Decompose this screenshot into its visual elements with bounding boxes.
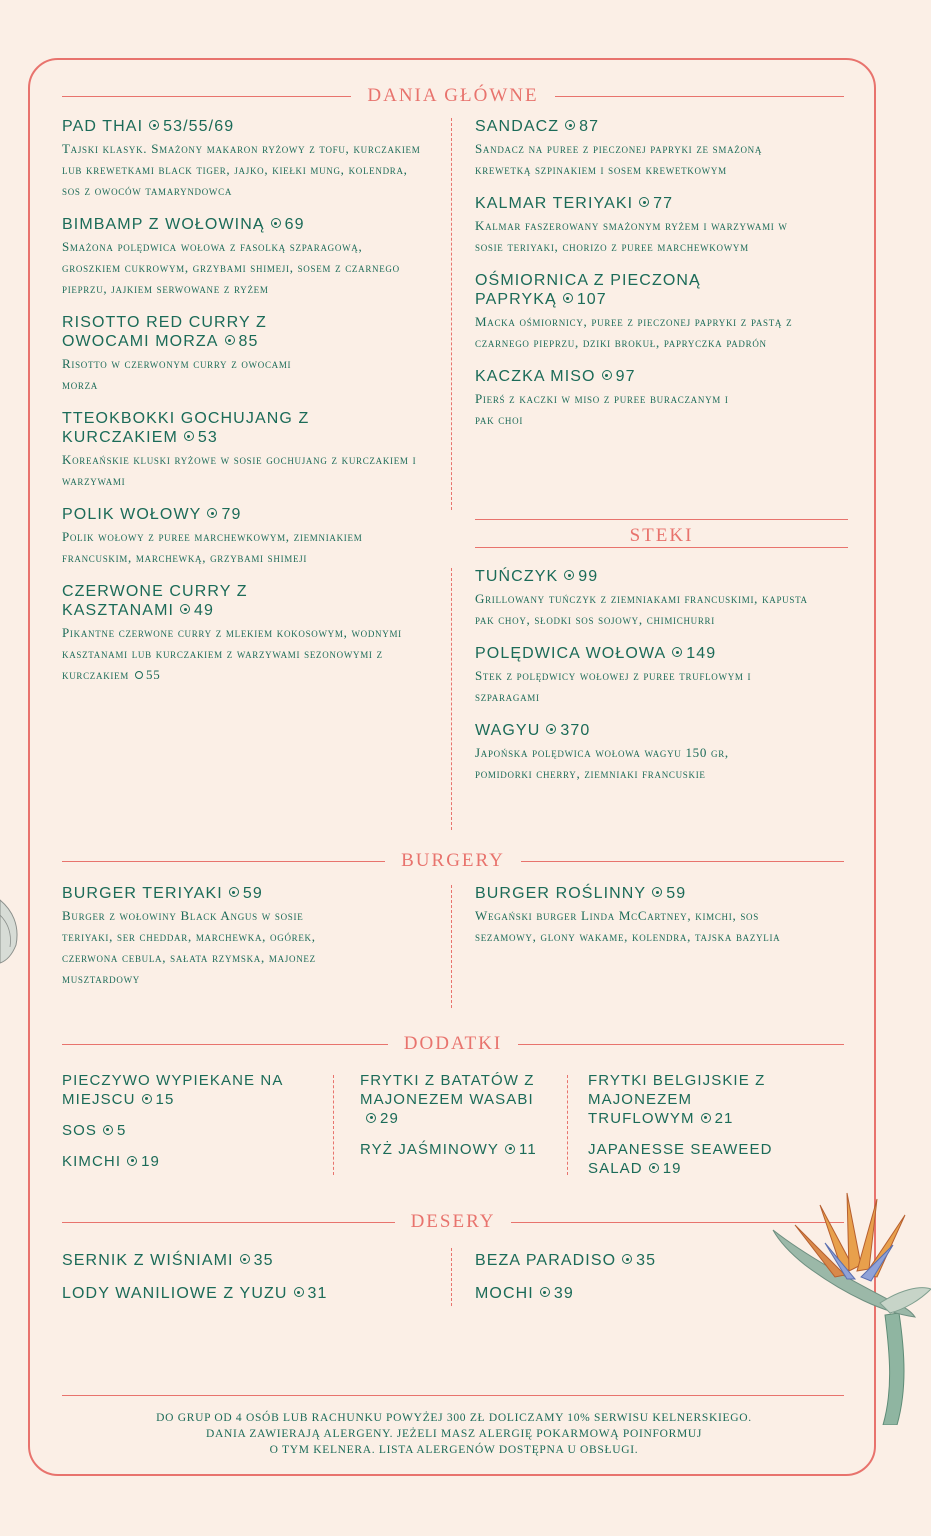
item-price: 99: [578, 568, 599, 585]
section-title-steaks: STEKI: [475, 519, 848, 553]
sides-column-1: [62, 1071, 292, 1185]
item-description: Grillowany tuńczyk z ziemniakami francuskimi, kapusta pak choy, słodki sos sojowy, chimichurri: [475, 591, 808, 627]
price-bullet-icon: [546, 724, 556, 734]
desserts-left: [62, 1251, 432, 1317]
item-name: KALMAR TERIYAKI: [475, 195, 634, 212]
item-description: Stek z polędwicy wołowej z puree truflowym i szparagami: [475, 668, 752, 704]
section-title-main: DANIA GŁÓWNE: [62, 86, 844, 106]
price-bullet-icon: [127, 1156, 137, 1166]
menu-item: [475, 117, 820, 180]
item-description: Burger z wołowiny Black Angus w sosie teriyaki, ser cheddar, marchewka, ogórek, czerwona cebula, sałata rzymska, majonez musztardowy: [62, 908, 316, 986]
price-bullet-icon: [622, 1254, 632, 1264]
item-name: PIECZYWO WYPIEKANE NA MIEJSCU: [62, 1072, 283, 1108]
item-name: KACZKA MISO: [475, 368, 596, 385]
item-name: POLĘDWICA WOŁOWA: [475, 645, 667, 662]
menu-item: [588, 1071, 788, 1128]
price-bullet-icon: [564, 570, 574, 580]
item-name: RISOTTO RED CURRY Z OWOCAMI MORZA: [62, 314, 267, 350]
item-description: Risotto w czerwonym curry z owocami morza: [62, 356, 292, 392]
menu-item: [475, 271, 820, 353]
item-price: 370: [560, 722, 591, 739]
item-price: 39: [553, 1285, 574, 1302]
item-price: 29: [380, 1110, 399, 1127]
item-description: Kalmar faszerowany smażonym ryżem i warzywami w sosie teriyaki, chorizo z puree marchewkowym: [475, 218, 788, 254]
price-bullet-icon: [649, 1163, 659, 1173]
item-name: SANDACZ: [475, 118, 560, 135]
menu-item: [475, 644, 820, 707]
item-name: BIMBAMP Z WOŁOWINĄ: [62, 216, 265, 233]
column-divider: [451, 1248, 452, 1306]
menu-item: [62, 117, 422, 201]
price-bullet-icon: [701, 1113, 711, 1123]
price-bullet-icon: [639, 197, 649, 207]
item-description: Polik wołowy z puree marchewkowym, ziemniakiem francuskim, marchewką, grzybami shimeji: [62, 529, 363, 565]
menu-item: [62, 1121, 292, 1140]
item-price: 77: [653, 195, 674, 212]
menu-item: [475, 1251, 805, 1270]
price-bullet-icon: [184, 431, 194, 441]
item-price: 59: [242, 885, 263, 902]
price-bullet-icon: [602, 370, 612, 380]
menu-item: [62, 313, 422, 395]
price-bullet-icon: [149, 120, 159, 130]
section-title-sides: DODATKI: [62, 1034, 844, 1054]
burgers-left: [62, 884, 352, 1003]
price-bullet-icon: [103, 1125, 113, 1135]
item-price: 21: [714, 1110, 734, 1127]
menu-item: [475, 194, 820, 257]
menu-item: [62, 1152, 292, 1171]
menu-item: [62, 505, 422, 568]
menu-item: [62, 409, 422, 491]
sides-column-3: [588, 1071, 788, 1192]
column-divider: [451, 568, 452, 830]
item-name: CZERWONE CURRY Z KASZTANAMI: [62, 583, 248, 619]
item-name: FRYTKI Z BATATÓW Z MAJONEZEM WASABI: [360, 1072, 535, 1108]
item-name: BURGER ROŚLINNY: [475, 885, 647, 902]
item-description: Macka ośmiornicy, puree z pieczonej papryki z pastą z czarnego pieprzu, dziki brokuł, papryczka padrón: [475, 314, 793, 350]
price-bullet-icon: [271, 218, 281, 228]
price-bullet-icon: [563, 293, 573, 303]
menu-item: [475, 367, 820, 430]
item-price: 53: [197, 429, 218, 446]
menu-item: [475, 884, 805, 947]
item-description: Pierś z kaczki w miso z puree buraczanym i pak choi: [475, 391, 729, 427]
menu-item: [62, 1071, 292, 1109]
menu-item: [360, 1071, 560, 1128]
item-option-price: 55: [146, 667, 161, 682]
item-price: 87: [579, 118, 600, 135]
sides-column-2: [360, 1071, 560, 1173]
item-price: 5: [116, 1122, 127, 1139]
menu-item: [62, 884, 352, 989]
column-divider: [451, 118, 452, 510]
price-bullet-icon: [672, 647, 682, 657]
item-name: TTEOKBOKKI GOCHUJANG Z KURCZAKIEM: [62, 410, 310, 446]
menu-item: [475, 567, 820, 630]
item-name: SERNIK Z WIŚNIAMI: [62, 1252, 234, 1269]
menu-item: [475, 721, 820, 784]
price-bullet-icon: [135, 671, 143, 679]
price-bullet-icon: [180, 604, 190, 614]
item-price: 19: [662, 1160, 682, 1177]
item-price: 53/55/69: [163, 118, 235, 135]
burgers-right: [475, 884, 805, 961]
menu-item: [475, 1284, 805, 1303]
item-price: 35: [253, 1252, 274, 1269]
item-option: z kurczakiem: [62, 646, 383, 682]
item-description: Koreańskie kluski ryżowe w sosie gochujang z kurczakiem i warzywami: [62, 452, 417, 488]
item-price: 97: [615, 368, 636, 385]
item-name: PAD THAI: [62, 118, 144, 135]
item-name: RYŻ JAŚMINOWY: [360, 1141, 500, 1158]
menu-item: [588, 1140, 788, 1178]
item-description: Wegański burger Linda McCartney, kimchi, sos sezamowy, glony wakame, kolendra, tajska bazylia: [475, 908, 781, 944]
main-left-column: [62, 117, 422, 699]
item-price: 15: [155, 1091, 175, 1108]
item-name: KIMCHI: [62, 1153, 122, 1170]
item-description: Tajski klasyk. Smażony makaron ryżowy z tofu, kurczakiem lub krewetkami black tiger, jajko, kiełki mung, kolendra, sos z owoców tamaryndowca: [62, 141, 421, 198]
price-bullet-icon: [294, 1287, 304, 1297]
column-divider: [333, 1075, 334, 1175]
price-bullet-icon: [229, 887, 239, 897]
menu-item: [62, 582, 422, 685]
item-price: 11: [519, 1141, 537, 1158]
item-description: Japońska polędwica wołowa wagyu 150 gr, pomidorki cherry, ziemniaki francuskie: [475, 745, 729, 781]
item-price: 59: [666, 885, 687, 902]
menu-item: [360, 1140, 560, 1159]
price-bullet-icon: [565, 120, 575, 130]
leaf-fragment-icon: [0, 895, 22, 965]
bird-of-paradise-flower-icon: [765, 1185, 931, 1425]
item-name: FRYTKI BELGIJSKIE Z MAJONEZEM TRUFLOWYM: [588, 1072, 766, 1127]
price-bullet-icon: [207, 508, 217, 518]
menu-item: [62, 1284, 432, 1303]
price-bullet-icon: [225, 335, 235, 345]
steaks-column: [475, 567, 820, 798]
item-price: 149: [686, 645, 717, 662]
item-description: Smażona polędwica wołowa z fasolką szparagową, groszkiem cukrowym, grzybami shimeji, sosem z czarnego pieprzu, jajkiem serwowane z ryżem: [62, 239, 400, 296]
menu-item: [62, 1251, 432, 1270]
item-description: Pikantne czerwone curry z mlekiem kokosowym, wodnymi kasztanami lub kurczakiem z warzywami sezonowymi z kurczakiem 55: [62, 625, 402, 682]
item-name: MOCHI: [475, 1285, 534, 1302]
price-bullet-icon: [142, 1094, 152, 1104]
item-name: OŚMIORNICA Z PIECZONĄ PAPRYKĄ: [475, 272, 701, 308]
main-right-column: [475, 117, 820, 444]
item-name: BEZA PARADISO: [475, 1252, 617, 1269]
price-bullet-icon: [505, 1144, 515, 1154]
price-bullet-icon: [540, 1287, 550, 1297]
item-name: LODY WANILIOWE Z YUZU: [62, 1285, 288, 1302]
item-price: 31: [307, 1285, 328, 1302]
item-name: JAPANESSE SEAWEED SALAD: [588, 1141, 773, 1177]
section-title-burgers: BURGERY: [62, 851, 844, 871]
item-description: Sandacz na puree z pieczonej papryki ze smażoną krewetką szpinakiem i sosem krewetkowym: [475, 141, 763, 177]
price-bullet-icon: [366, 1113, 376, 1123]
item-price: 85: [238, 333, 259, 350]
item-price: 79: [221, 506, 242, 523]
footer-note: DO GRUP OD 4 OSÓB LUB RACHUNKU POWYŻEJ 300 ZŁ DOLICZAMY 10% SERWISU KELNERSKIEGO. DANIA ZAWIERAJĄ ALERGENY. JEŻELI MASZ ALERGIĘ POKARMOWĄ POINFORMUJ O TYM KELNERA. LISTA ALERGENÓW DOSTĘPNA U OBSŁUGI.: [156, 1412, 752, 1456]
menu-item: [62, 215, 422, 299]
item-name: TUŃCZYK: [475, 568, 559, 585]
item-name: POLIK WOŁOWY: [62, 506, 202, 523]
section-title-desserts: DESERY: [62, 1212, 844, 1232]
item-name: WAGYU: [475, 722, 541, 739]
item-price: 35: [636, 1252, 657, 1269]
footer-divider: [62, 1395, 844, 1396]
column-divider: [451, 885, 452, 1008]
item-price: 19: [141, 1153, 160, 1170]
item-price: 49: [194, 602, 215, 619]
price-bullet-icon: [652, 887, 662, 897]
item-price: 107: [576, 291, 607, 308]
column-divider: [567, 1075, 568, 1175]
item-name: BURGER TERIYAKI: [62, 885, 223, 902]
price-bullet-icon: [240, 1254, 250, 1264]
item-price: 69: [284, 216, 305, 233]
desserts-right: [475, 1251, 805, 1317]
item-name: SOS: [62, 1122, 97, 1139]
